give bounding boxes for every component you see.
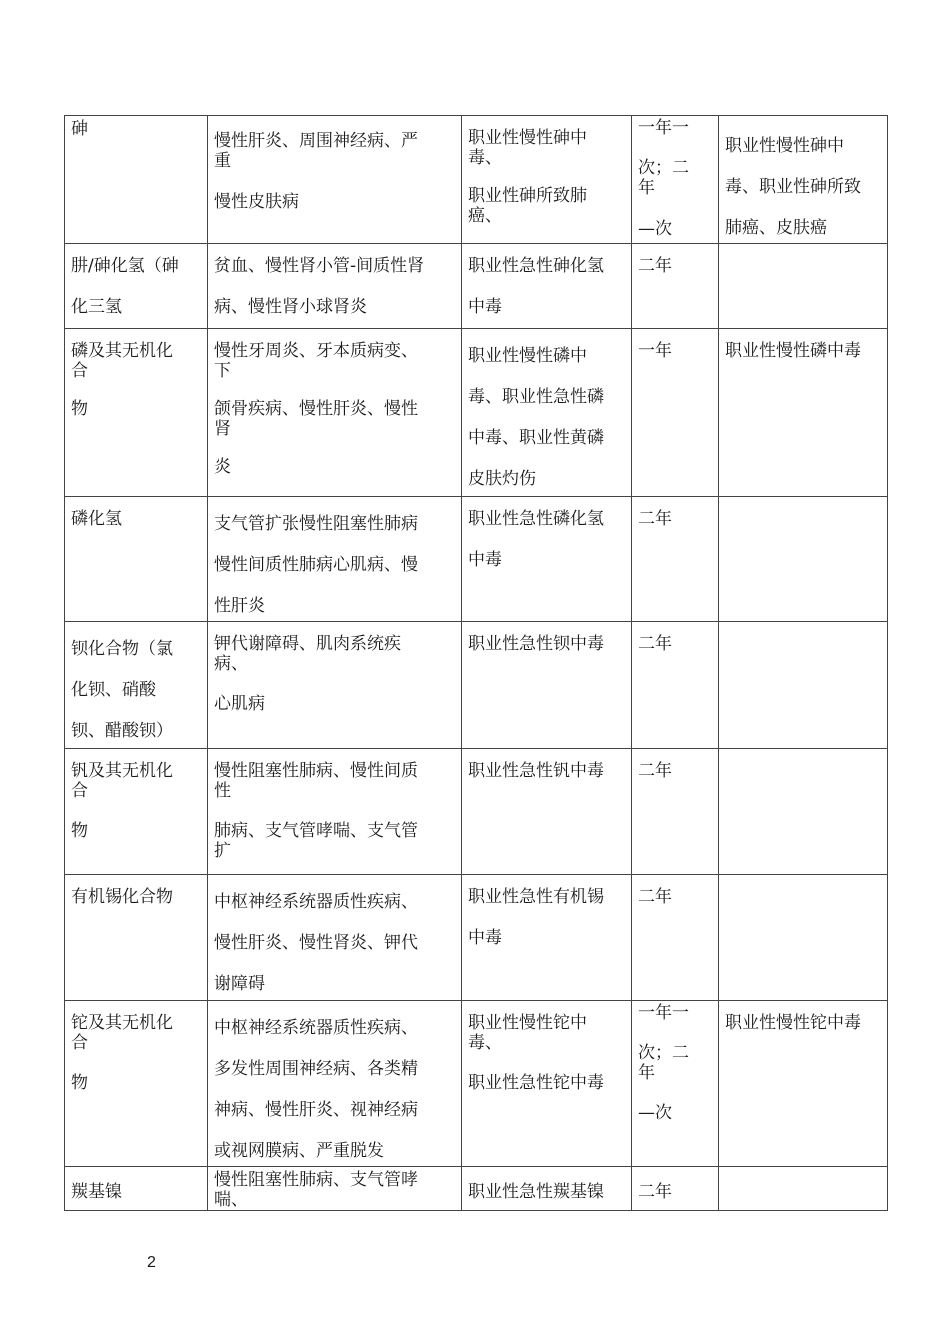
cell-text-line: 合 — [71, 361, 88, 381]
cell-text-line: 钾代谢障碍、肌肉系统疾 — [214, 634, 401, 654]
cell-text-line: 颌骨疾病、慢性肝炎、慢性 — [214, 399, 418, 419]
cell-text-line: 铊及其无机化 — [71, 1013, 173, 1033]
cell-text-line: 二年 — [638, 509, 672, 529]
cell-text-line: 物 — [71, 399, 88, 419]
cell-text-line: 物 — [71, 1073, 88, 1093]
cell-text-line: 慢性肝炎、周围神经病、严 — [214, 131, 418, 151]
table-row — [65, 749, 888, 875]
cell-text-line: 贫血、慢性肾小管-间质性肾 — [214, 256, 425, 276]
cell-text-line: 合 — [71, 781, 88, 801]
occupational-disease-cell — [462, 875, 632, 1001]
cell-text-line: 中毒 — [468, 297, 502, 317]
diseases-cell — [208, 116, 462, 244]
cell-text-line: 毒、 — [468, 148, 502, 168]
occupational-disease-cell — [462, 1167, 632, 1211]
occupational-disease-cell — [462, 749, 632, 875]
cell-text-line: 谢障碍 — [214, 974, 265, 994]
table-row — [65, 1167, 888, 1211]
cell-text-line: —次 — [638, 219, 672, 239]
cell-text-line: 心肌病 — [214, 694, 265, 714]
result-cell — [719, 1167, 888, 1211]
cell-text-line: 职业性慢性磷中毒 — [725, 341, 861, 361]
cell-text-line: 慢性皮肤病 — [214, 192, 299, 212]
cell-text-line: 职业性急性磷化氢 — [468, 509, 604, 529]
result-cell — [719, 749, 888, 875]
cell-text-line: 多发性周围神经病、各类精 — [214, 1059, 418, 1079]
cell-text-line: 次；二 — [638, 1043, 689, 1063]
cell-text-line: 癌、 — [468, 206, 502, 226]
cell-text-line: 慢性间质性肺病心肌病、慢 — [214, 555, 418, 575]
cell-text-line: 一年一 — [638, 1003, 689, 1023]
hazard-table — [64, 115, 888, 1211]
cell-text-line: 扩 — [214, 841, 231, 861]
exam-period-cell — [632, 497, 719, 622]
substance-cell — [65, 244, 208, 329]
cell-text-line: 年 — [638, 178, 655, 198]
cell-text-line: 二年 — [638, 256, 672, 276]
exam-period-cell — [632, 749, 719, 875]
result-cell — [719, 875, 888, 1001]
cell-text-line: 职业性急性钒中毒 — [468, 761, 604, 781]
cell-text-line: 或视网膜病、严重脱发 — [214, 1141, 384, 1161]
cell-text-line: 支气管扩张慢性阻塞性肺病 — [214, 514, 418, 534]
cell-text-line: 磷及其无机化 — [71, 341, 173, 361]
substance-cell — [65, 497, 208, 622]
cell-text-line: 二年 — [638, 761, 672, 781]
cell-text-line: 肼/砷化氢（砷 — [71, 256, 179, 276]
exam-period-cell — [632, 1167, 719, 1211]
table-row — [65, 622, 888, 749]
exam-period-cell — [632, 1001, 719, 1167]
diseases-cell — [208, 875, 462, 1001]
cell-text-line: 化钡、硝酸 — [71, 680, 156, 700]
cell-text-line: 一年 — [638, 341, 672, 361]
cell-text-line: 二年 — [638, 887, 672, 907]
substance-cell — [65, 622, 208, 749]
cell-text-line: 职业性砷所致肺 — [468, 186, 587, 206]
cell-text-line: 中枢神经系统器质性疾病、 — [214, 892, 418, 912]
cell-text-line: 毒、 — [468, 1033, 502, 1053]
cell-text-line: 次；二 — [638, 158, 689, 178]
cell-text-line: 年 — [638, 1063, 655, 1083]
substance-cell — [65, 1167, 208, 1211]
cell-text-line: 肾 — [214, 419, 231, 439]
occupational-disease-cell — [462, 244, 632, 329]
table-body — [65, 116, 888, 1211]
diseases-cell — [208, 497, 462, 622]
diseases-cell — [208, 329, 462, 497]
cell-text-line: 中毒 — [468, 550, 502, 570]
cell-text-line: 下 — [214, 361, 231, 381]
result-cell — [719, 497, 888, 622]
cell-text-line: 中枢神经系统器质性疾病、 — [214, 1018, 418, 1038]
table-row — [65, 244, 888, 329]
cell-text-line: 毒、职业性砷所致 — [725, 177, 861, 197]
cell-text-line: 合 — [71, 1033, 88, 1053]
table-row — [65, 875, 888, 1001]
table-row — [65, 1001, 888, 1167]
exam-period-cell — [632, 116, 719, 244]
cell-text-line: 重 — [214, 151, 231, 171]
cell-text-line: 二年 — [638, 634, 672, 654]
cell-text-line: 职业性急性砷化氢 — [468, 256, 604, 276]
cell-text-line: 慢性牙周炎、牙本质病变、 — [214, 341, 418, 361]
page-number: 2 — [147, 1254, 156, 1271]
cell-text-line: 肺病、支气管哮喘、支气管 — [214, 821, 418, 841]
table-row — [65, 497, 888, 622]
substance-cell — [65, 329, 208, 497]
substance-cell — [65, 875, 208, 1001]
diseases-cell — [208, 622, 462, 749]
cell-text-line: 职业性慢性砷中 — [468, 128, 587, 148]
cell-text-line: 职业性急性钡中毒 — [468, 634, 604, 654]
substance-cell — [65, 1001, 208, 1167]
exam-period-cell — [632, 622, 719, 749]
cell-text-line: 一年一 — [638, 118, 689, 138]
cell-text-line: 钒及其无机化 — [71, 761, 173, 781]
exam-period-cell — [632, 244, 719, 329]
result-cell — [719, 622, 888, 749]
occupational-disease-cell — [462, 329, 632, 497]
exam-period-cell — [632, 329, 719, 497]
diseases-cell — [208, 244, 462, 329]
cell-text-line: 慢性阻塞性肺病、慢性间质 — [214, 761, 418, 781]
cell-text-line: 职业性慢性磷中 — [468, 346, 587, 366]
cell-text-line: 性 — [214, 781, 231, 801]
occupational-disease-cell — [462, 622, 632, 749]
cell-text-line: 性肝炎 — [214, 596, 265, 616]
table-row — [65, 329, 888, 497]
diseases-cell — [208, 1167, 462, 1211]
cell-text-line: 磷化氢 — [71, 509, 122, 529]
cell-text-line: 有机锡化合物 — [71, 887, 173, 907]
cell-text-line: 慢性肝炎、慢性肾炎、钾代 — [214, 933, 418, 953]
cell-text-line: 中毒、职业性黄磷 — [468, 428, 604, 448]
substance-cell — [65, 749, 208, 875]
cell-text-line: 病、 — [214, 654, 248, 674]
result-cell — [719, 1001, 888, 1167]
substance-cell — [65, 116, 208, 244]
cell-text-line: 神病、慢性肝炎、视神经病 — [214, 1100, 418, 1120]
cell-text-line: 职业性慢性砷中 — [725, 136, 844, 156]
cell-text-line: 钡化合物（氯 — [71, 639, 173, 659]
cell-text-line: 羰基镍 — [71, 1182, 122, 1202]
cell-text-line: 职业性急性铊中毒 — [468, 1073, 604, 1093]
cell-text-line: 化三氢 — [71, 297, 122, 317]
occupational-disease-cell — [462, 116, 632, 244]
cell-text-line: 炎 — [214, 457, 231, 477]
cell-text-line: 砷 — [71, 119, 88, 139]
result-cell — [719, 116, 888, 244]
exam-period-cell — [632, 875, 719, 1001]
table-row — [65, 116, 888, 244]
cell-text-line: 慢性阻塞性肺病、支气管哮 — [214, 1170, 418, 1190]
cell-text-line: 钡、醋酸钡） — [71, 721, 173, 741]
occupational-disease-cell — [462, 1001, 632, 1167]
cell-text-line: 职业性急性有机锡 — [468, 887, 604, 907]
cell-text-line: 职业性慢性铊中毒 — [725, 1013, 861, 1033]
cell-text-line: 职业性急性羰基镍 — [468, 1182, 604, 1202]
diseases-cell — [208, 749, 462, 875]
cell-text-line: 喘、 — [214, 1190, 248, 1210]
cell-text-line: 二年 — [638, 1182, 672, 1202]
result-cell — [719, 244, 888, 329]
result-cell — [719, 329, 888, 497]
cell-text-line: 病、慢性肾小球肾炎 — [214, 297, 367, 317]
cell-text-line: 中毒 — [468, 928, 502, 948]
cell-text-line: 职业性慢性铊中 — [468, 1013, 587, 1033]
cell-text-line: 毒、职业性急性磷 — [468, 387, 604, 407]
cell-text-line: 皮肤灼伤 — [468, 469, 536, 489]
cell-text-line: 物 — [71, 821, 88, 841]
occupational-disease-cell — [462, 497, 632, 622]
cell-text-line: 肺癌、皮肤癌 — [725, 218, 827, 238]
cell-text-line: —次 — [638, 1103, 672, 1123]
diseases-cell — [208, 1001, 462, 1167]
